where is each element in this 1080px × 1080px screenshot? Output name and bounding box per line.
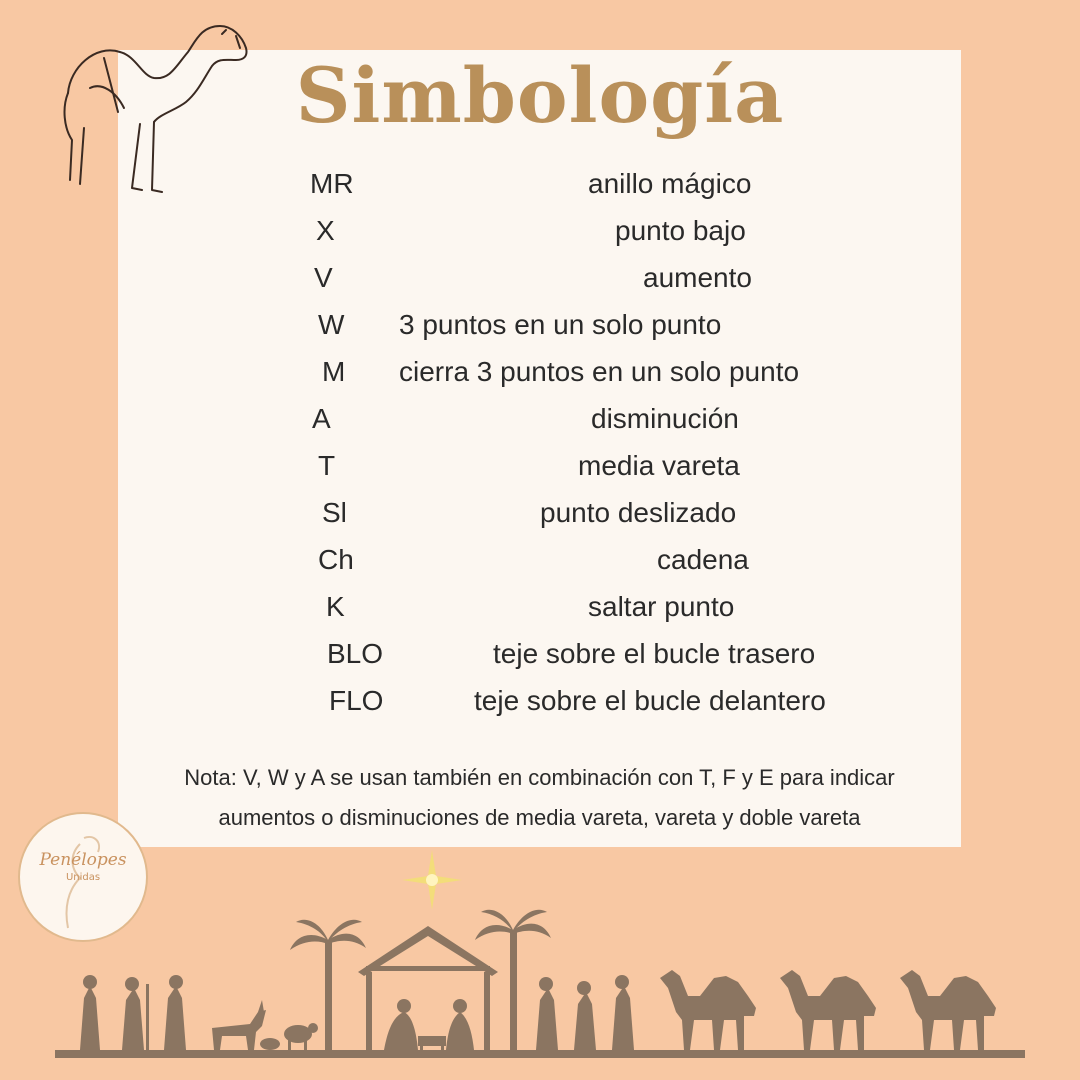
legend-row xyxy=(0,540,1080,580)
legend-meaning: aumento xyxy=(643,262,752,293)
legend-row xyxy=(0,305,1080,345)
legend-symbol: BLO xyxy=(327,638,384,669)
legend-meaning: disminución xyxy=(591,403,739,434)
ground-line xyxy=(55,1050,1025,1058)
legend-symbol: W xyxy=(318,309,345,340)
camel-silhouette xyxy=(900,970,996,1050)
legend-meaning: punto bajo xyxy=(615,215,746,246)
legend-meaning: media vareta xyxy=(578,450,740,481)
legend-symbol: X xyxy=(316,215,335,246)
legend-meaning: cadena xyxy=(657,544,749,575)
legend-row xyxy=(0,211,1080,251)
camel-silhouette xyxy=(780,970,876,1050)
page-title: Simbología xyxy=(295,51,785,140)
nativity-silhouette-icon xyxy=(0,900,1080,1070)
legend-row xyxy=(0,493,1080,533)
legend-row xyxy=(0,634,1080,674)
legend-symbol: T xyxy=(318,450,336,481)
logo-title: Penélopes xyxy=(39,850,127,870)
legend-symbol: K xyxy=(326,591,345,622)
legend-row xyxy=(0,164,1080,204)
logo-subtitle: Unidas xyxy=(65,872,101,883)
legend-row xyxy=(0,446,1080,486)
legend-row xyxy=(0,352,1080,392)
legend-symbol: Ch xyxy=(318,544,354,575)
legend-row xyxy=(0,399,1080,439)
legend-row xyxy=(0,587,1080,627)
legend-row xyxy=(0,258,1080,298)
legend-meaning: punto deslizado xyxy=(540,497,737,528)
legend-meaning: teje sobre el bucle delantero xyxy=(474,685,826,716)
legend-meaning: cierra 3 puntos en un solo punto xyxy=(399,356,800,387)
legend-meaning: saltar punto xyxy=(588,591,735,622)
legend-meaning: anillo mágico xyxy=(588,168,752,199)
legend-symbol: Sl xyxy=(322,497,347,528)
legend-row xyxy=(0,681,1080,721)
legend-meaning: teje sobre el bucle trasero xyxy=(493,638,816,669)
note-line-1: Nota: V, W y A se usan también en combinación con T, F y E para indicar xyxy=(184,765,895,790)
note xyxy=(118,758,961,838)
legend-symbol: M xyxy=(322,356,346,387)
note-line-2: aumentos o disminuciones de media vareta, vareta y doble vareta xyxy=(218,805,861,830)
legend-symbol: A xyxy=(312,403,331,434)
legend-symbol: MR xyxy=(310,168,354,199)
legend-symbol: FLO xyxy=(329,685,384,716)
legend-meaning: 3 puntos en un solo punto xyxy=(399,309,722,340)
camel-silhouette xyxy=(660,970,756,1050)
legend-symbol: V xyxy=(314,262,333,293)
